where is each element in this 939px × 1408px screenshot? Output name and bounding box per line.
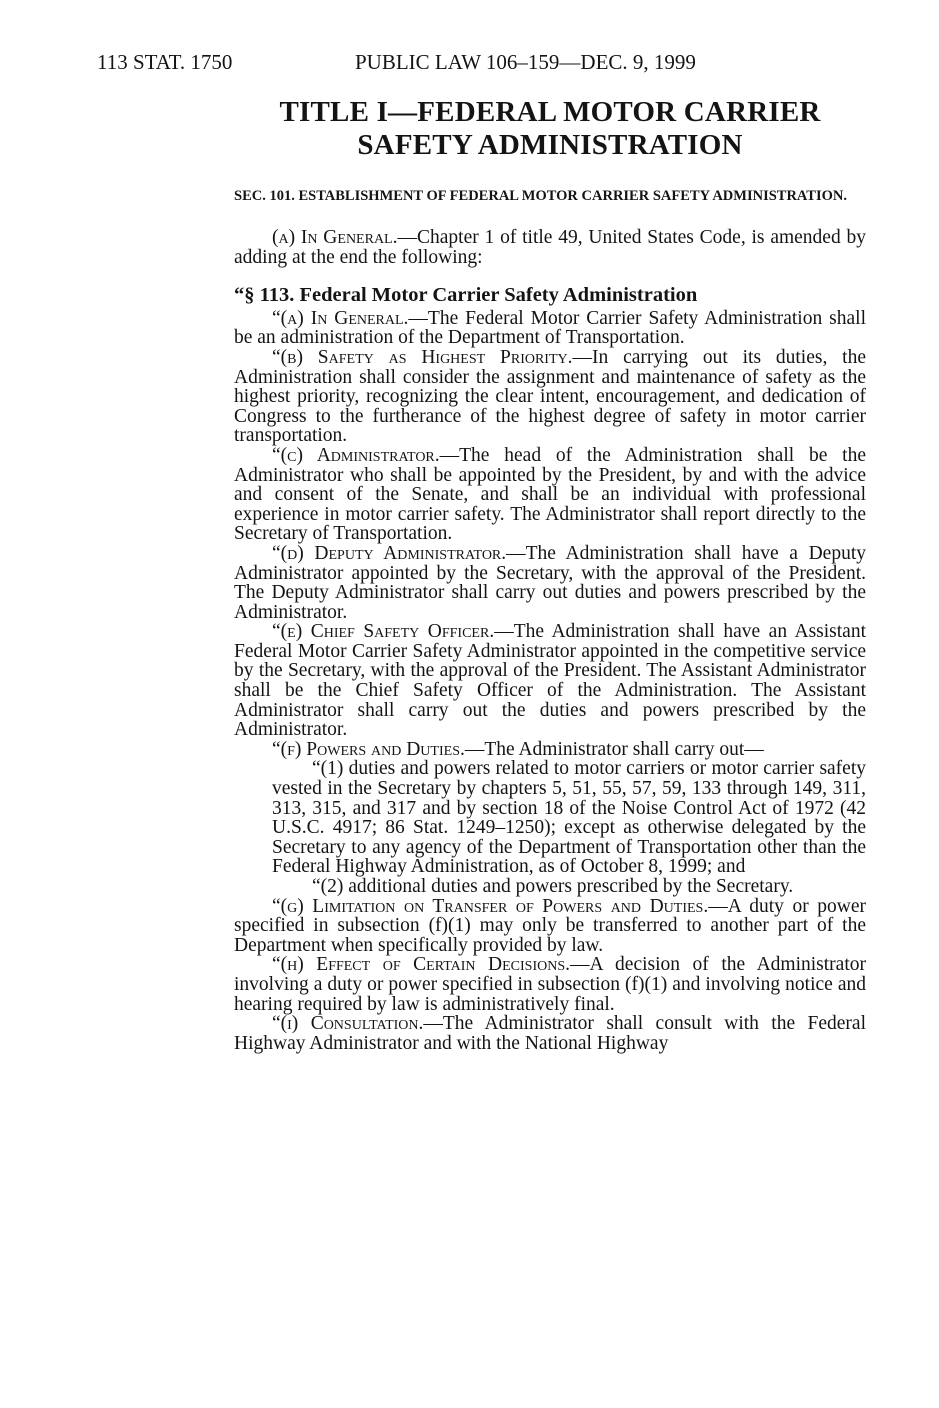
intro-paragraph (234, 228, 866, 267)
subsection-label: “(e) Chief Safety Officer. (272, 621, 495, 643)
page-stat-citation: 113 STAT. 1750 (97, 50, 233, 74)
intro-label: (a) In General. (272, 227, 398, 248)
subsection-f (234, 740, 866, 760)
subsection-c (234, 446, 866, 544)
subsection-label: “(h) Effect of Certain Decisions. (272, 954, 571, 976)
intro-text: —Chapter 1 of title 49, United States Code, is amended by adding at the end the following: (234, 227, 867, 268)
subsection-label: “(b) Safety as Highest Priority. (272, 346, 573, 368)
subsection-g (234, 897, 866, 956)
subsection-a (234, 309, 866, 348)
subsection-label: “(g) Limitation on Transfer of Powers and Duties. (272, 895, 709, 917)
title-line-1: TITLE I—FEDERAL MOTOR CARRIER (279, 96, 821, 128)
subsection-label: “(d) Deputy Administrator. (272, 542, 507, 564)
subsection-text: —A duty or power specified in subsection (f)(1) may only be transferred to another part of the Department when specifically provided by law. (234, 895, 866, 956)
title-heading (234, 96, 866, 162)
subsection-text: —The Administrator shall consult with the Federal Highway Administrator and with the National Highway (234, 1013, 866, 1054)
subsection-e (234, 622, 866, 740)
subsection-h (234, 955, 866, 1014)
subsection-text: —The Administration shall have a Deputy Administrator appointed by the Secretary, with the approval of the President. The Deputy Administrator shall carry out duties and powers prescribed by the Administrator. (234, 542, 866, 623)
subsection-text: —In carrying out its duties, the Administration shall consider the assignment and maintenance of safety as the highest priority, recognizing the clear intent, encouragement, and dedication of Congress to the furtherance of the highest degree of safety in motor carrier transportation. (234, 346, 867, 447)
subsection-label: “(c) Administrator. (272, 444, 440, 466)
subsection-text: —The Administrator shall carry out— (464, 738, 764, 760)
public-law-citation: PUBLIC LAW 106–159—DEC. 9, 1999 (355, 50, 696, 74)
subsection-label: “(a) In General. (272, 307, 409, 329)
subsection-b (234, 348, 866, 446)
subsection-label: “(i) Consultation. (272, 1013, 424, 1035)
subsection-d (234, 544, 866, 622)
subsection-text: —The head of the Administration shall be the Administrator who shall be appointed by the President, by and with the advice and consent of the Senate, and shall be an individual with professional experience in motor carrier safety. The Administrator shall report directly to the Secretary of Transportation. (234, 444, 866, 545)
subsection-text: —A decision of the Administrator involving a duty or power specified in subsection (f)(1) and involving notice and hearing required by law is administratively final. (234, 954, 866, 1015)
paragraph-f-2: “(2) additional duties and powers prescribed by the Secretary. (312, 876, 794, 897)
subsection-label: “(f) Powers and Duties. (272, 738, 465, 760)
section-heading: SEC. 101. ESTABLISHMENT OF FEDERAL MOTOR CARRIER SAFETY ADMINISTRATION. (234, 188, 848, 204)
subsection-text: —The Administration shall have an Assistant Federal Motor Carrier Safety Administrator appointed in the competitive service by the Secretary, with the approval of the President. The Assistant Administrator shall be the Chief Safety Officer of the Administration. The Assistant Administrator shall carry out the duties and powers prescribed by the Administrator. (234, 621, 867, 741)
title-line-2: SAFETY ADMINISTRATION (357, 129, 743, 161)
subsection-text: —The Federal Motor Carrier Safety Administration shall be an administration of the Department of Transportation. (234, 307, 866, 349)
paragraph-f-1: “(1) duties and powers related to motor carriers or motor carrier safety vested in the Secretary by chapters 5, 51, 55, 57, 59, 133 through 149, 311, 313, 315, and 317 and by section 18 of the Noise Control Act of 1972 (42 U.S.C. 4917; 86 Stat. 1249–1250); except as otherwise delegated by the Secretary to any agency of the Department of Transportation other than the Federal Highway Administration, as of October 8, 1999; and (272, 758, 866, 878)
subsection-i (234, 1014, 866, 1053)
new-section-heading: “§ 113. Federal Motor Carrier Safety Administration (234, 284, 698, 307)
document-body (234, 228, 866, 1053)
